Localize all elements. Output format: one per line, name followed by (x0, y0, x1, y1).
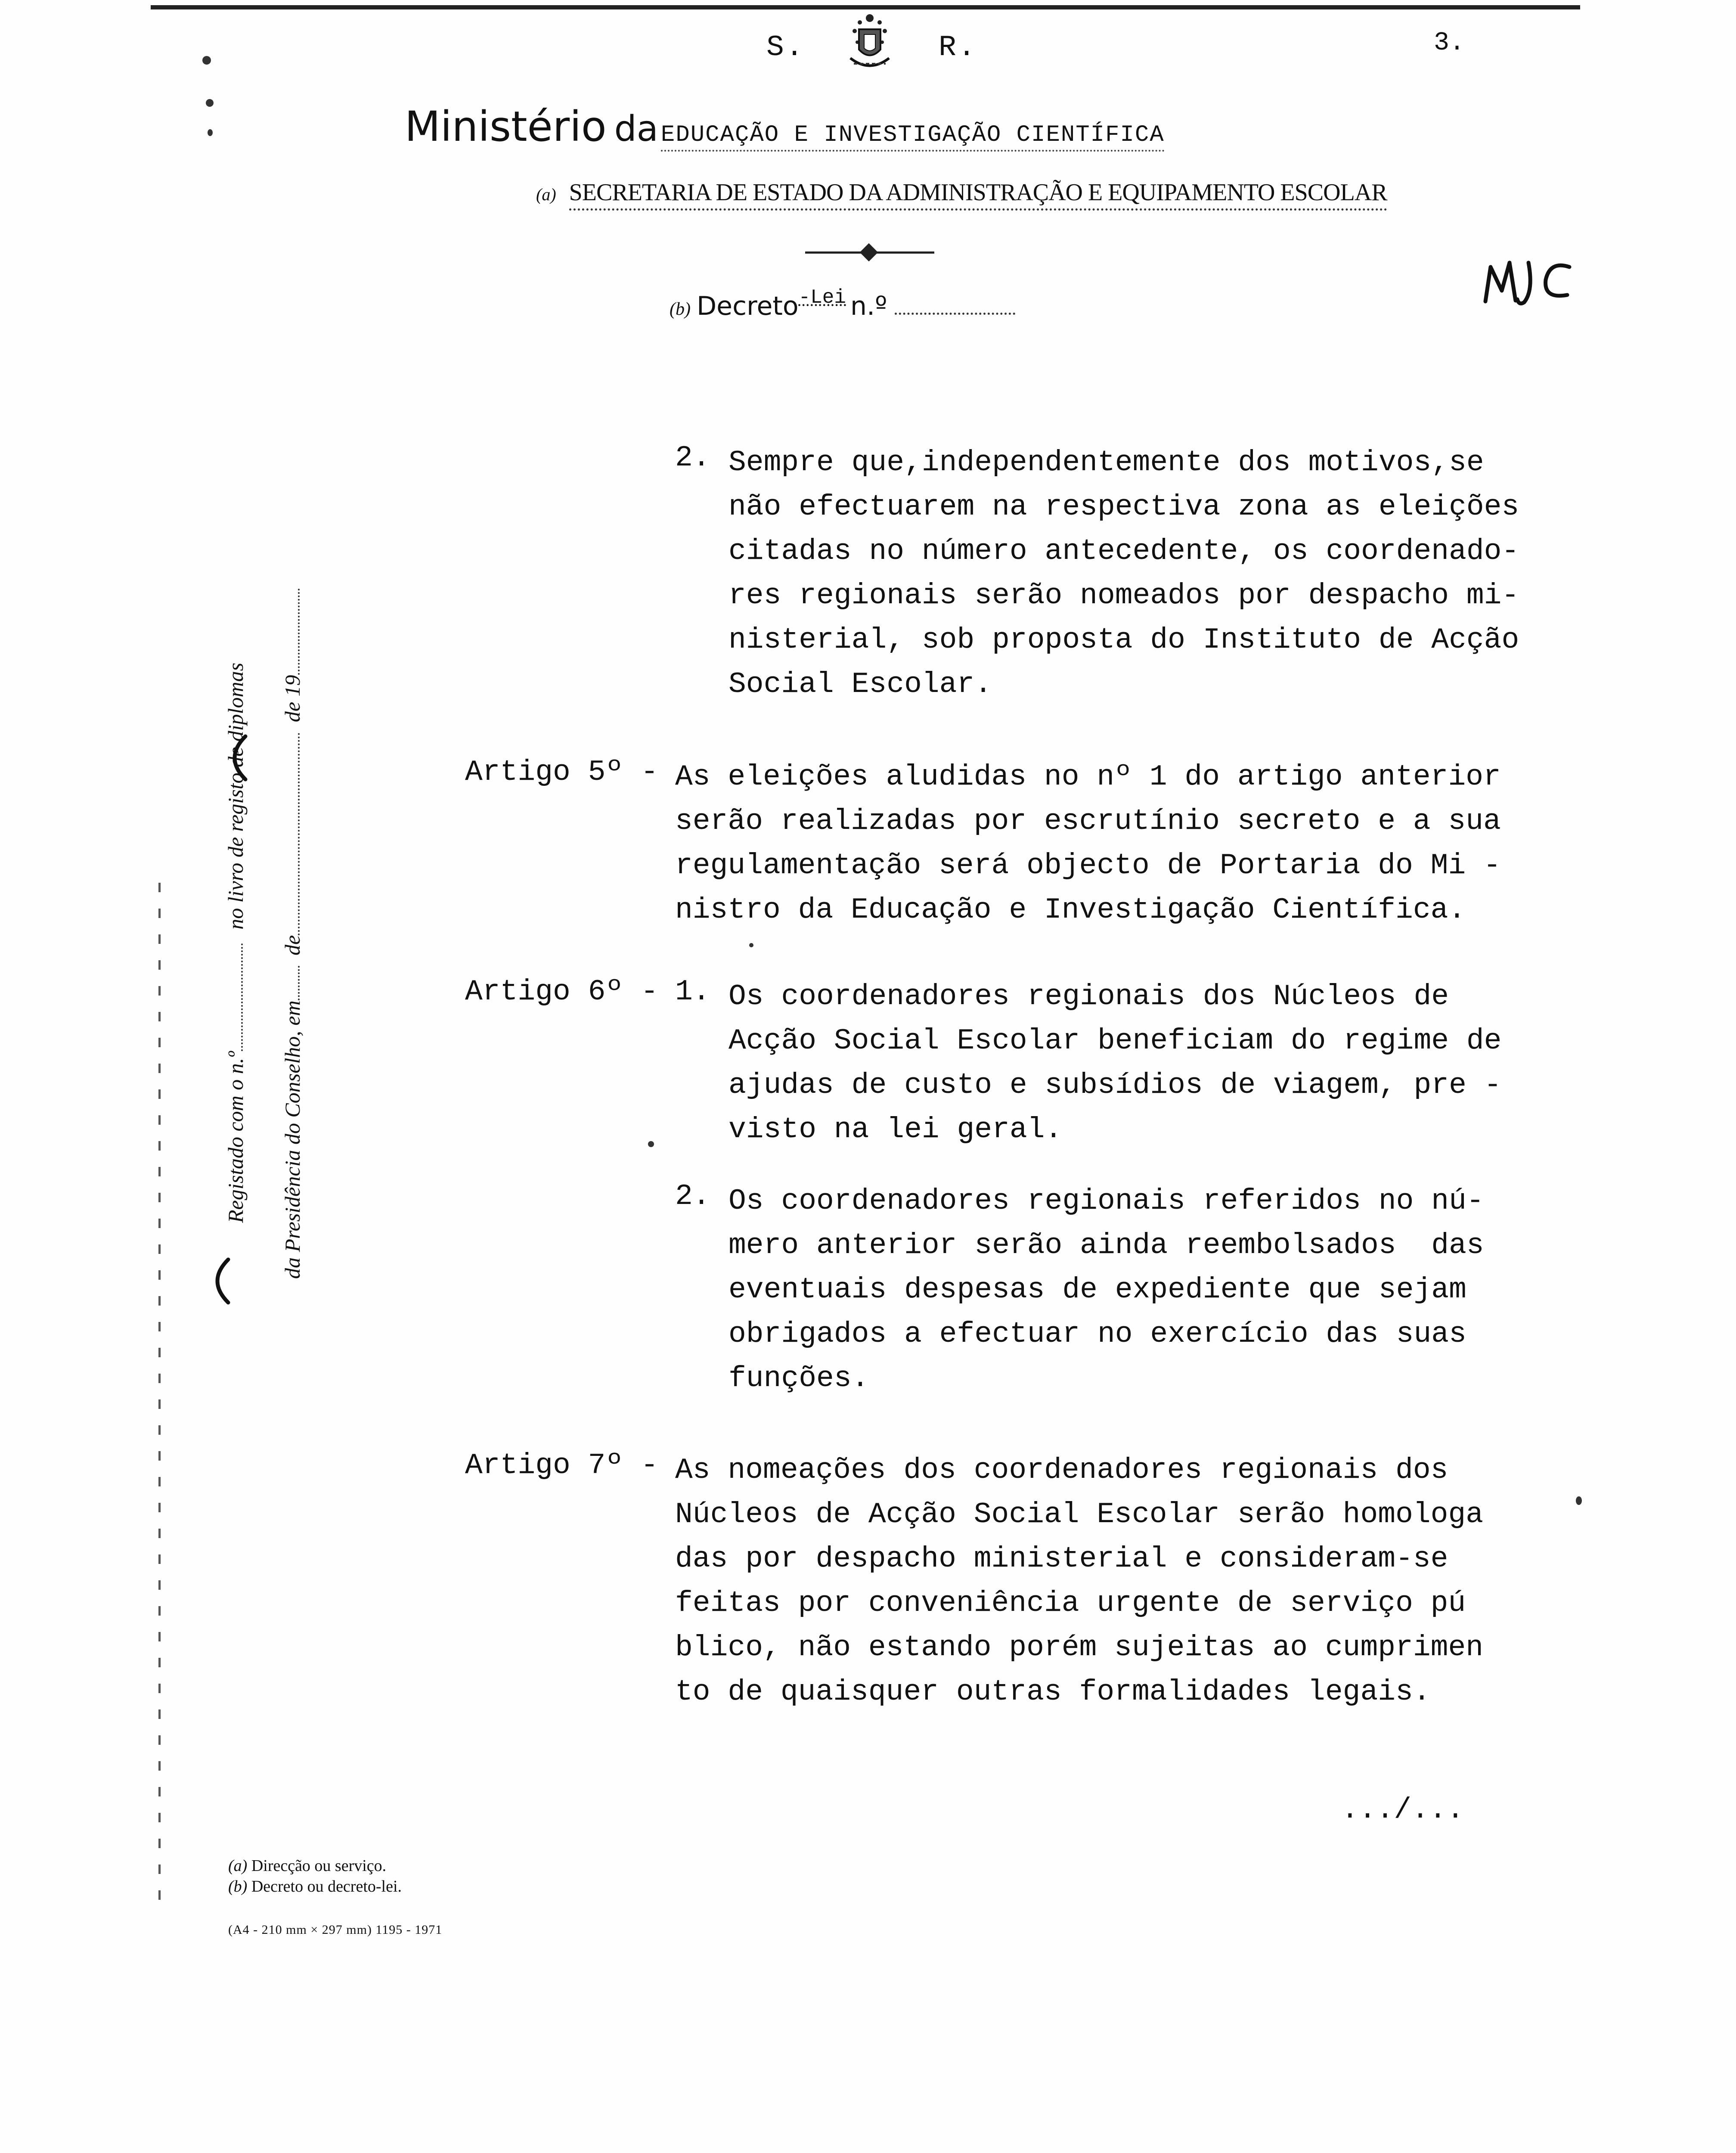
registration-year-blank (294, 589, 300, 675)
scan-speck (648, 1141, 654, 1147)
article-5-text: As eleições aludidas no nº 1 do artigo anterior serão realizadas por escrutínio secreto e a sua regulamentação será objecto de Portaria do Mi - nistro da Educação e Investigação Científica. (675, 760, 1501, 927)
scan-speck (749, 943, 753, 947)
para2-number: 2. (675, 441, 710, 475)
margin-scan-line (158, 883, 161, 1916)
footnote-a-text: Direcção ou serviço. (251, 1857, 387, 1875)
registration-month-blank (294, 733, 300, 935)
footnote-b (228, 1877, 402, 1896)
registration-number-blank (238, 943, 243, 1051)
decreto-lei-insert: -Lei (798, 286, 846, 309)
emblem-letter-s: S. (766, 31, 805, 64)
decreto-line (670, 286, 1015, 321)
ministry-lead: Ministério (405, 102, 607, 151)
article-6-para1-text: Os coordenadores regionais dos Núcleos de Acção Social Escolar beneficiam do regime de ajudas de custo e subsídios de viagem, pre - visto na lei geral. (728, 980, 1502, 1146)
secretaria-name: SECRETARIA DE ESTADO DA ADMINISTRAÇÃO E EQUIPAMENTO ESCOLAR (569, 179, 1387, 211)
article-6-label: Artigo 6º - (465, 975, 676, 1008)
registration-note-line-2 (280, 589, 305, 1279)
ministry-name: EDUCAÇÃO E INVESTIGAÇÃO CIENTÍFICA (661, 122, 1165, 152)
page-number: 3. (1434, 28, 1465, 58)
article-6-para1-number: 1. (675, 975, 710, 1008)
secretaria-line (536, 179, 1387, 206)
ministry-da: da (614, 109, 658, 149)
scan-speck (206, 99, 214, 107)
article-7-text: As nomeações dos coordenadores regionais dos Núcleos de Acção Social Escolar serão homologa das por despacho ministerial e consideram-se feitas por conveniência urgente de serviço pú blico, não estando porém sujeitas ao cumprimen to de quaisquer outras formalidades legais. (675, 1454, 1484, 1709)
handwritten-initials (1481, 250, 1580, 314)
form-code: (A4 - 210 mm × 297 mm) 1195 - 1971 (228, 1923, 443, 1937)
footnote-a (228, 1856, 386, 1876)
decreto-suffix: n.º (850, 291, 887, 321)
article-7-label: Artigo 7º - (465, 1449, 676, 1482)
divider-ornament (860, 243, 878, 261)
registration-day-blank (294, 966, 300, 1000)
emblem-letter-r: R. (939, 31, 977, 64)
scan-speck (202, 56, 211, 65)
article-6-para2-number: 2. (675, 1180, 710, 1213)
continuation-mark: .../... (1341, 1793, 1464, 1827)
para2-text: Sempre que,independentemente dos motivos,se não efectuarem na respectiva zona as eleições citadas no número antecedente, os coordenado- res regionais serão nomeados por despacho mi- nisterial, sob proposta do Instituto de Acção Social Escolar. (728, 446, 1519, 701)
decreto-marker: (b) (670, 299, 691, 319)
margin-bracket-top (215, 732, 254, 784)
registration-note-2b: de (280, 935, 304, 956)
secretaria-marker: (a) (536, 185, 556, 204)
ministry-title (405, 102, 1165, 151)
decreto-number-blank (895, 308, 1015, 315)
registration-note-2c: de 19 (280, 675, 304, 723)
article-6-para2-text: Os coordenadores regionais referidos no nú- mero anterior serão ainda reembolsados das eventuais despesas de expediente que sejam obrigados a efectuar no exercício das suas funções. (728, 1185, 1484, 1395)
footnote-a-marker: (a) (228, 1857, 248, 1875)
decreto-prefix: Decreto (696, 291, 799, 321)
scan-speck (208, 129, 213, 136)
registration-note-1a: Registado com o n.º (223, 1051, 248, 1223)
registration-note-1b: no livro de registo de diplomas (223, 662, 248, 930)
coat-of-arms-emblem (837, 9, 902, 78)
margin-bracket-bottom (202, 1255, 241, 1307)
registration-note-2a: da Presidência do Conselho, em (280, 1000, 304, 1279)
footnote-b-marker: (b) (228, 1877, 248, 1896)
article-5-label: Artigo 5º - (465, 756, 676, 789)
scan-speck (1576, 1496, 1582, 1505)
footnote-b-text: Decreto ou decreto-lei. (251, 1877, 402, 1896)
